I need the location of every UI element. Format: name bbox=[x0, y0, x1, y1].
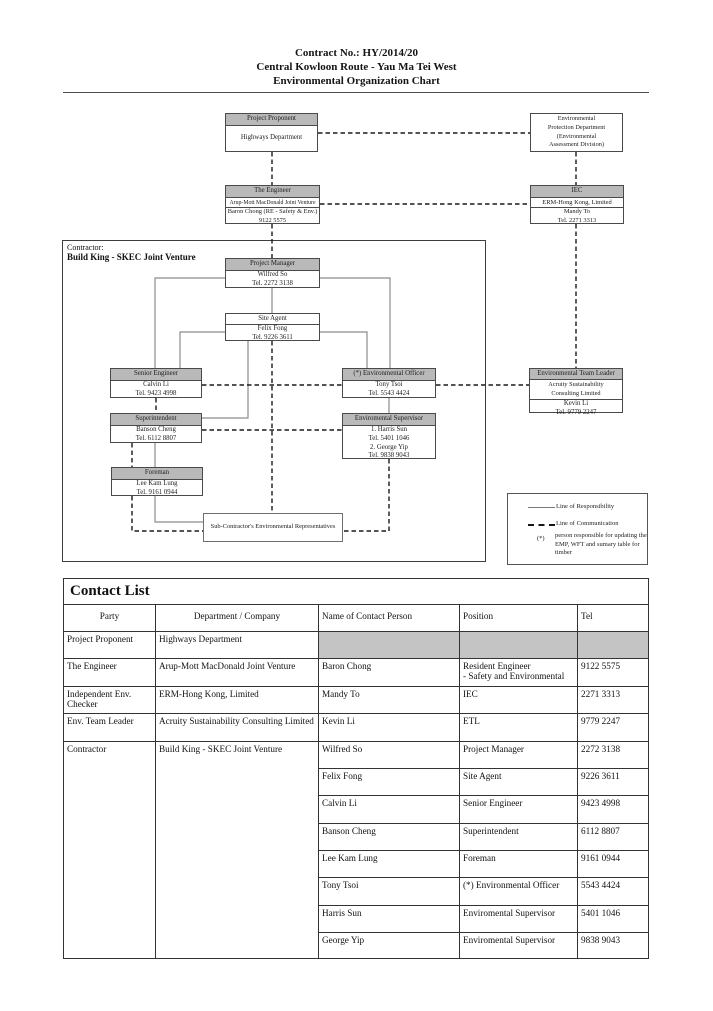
table-title-row bbox=[64, 579, 649, 605]
org-box-line: 1. Harris Sun bbox=[370, 426, 408, 433]
org-box-line: Felix Fong bbox=[257, 325, 288, 332]
org-box-header: Enviromental Supervisor bbox=[343, 414, 435, 426]
cell-contact-name: Calvin Li bbox=[319, 796, 460, 824]
org-box-line: Tel. 5543 4424 bbox=[368, 389, 410, 397]
cell-position: Superintendent bbox=[460, 824, 578, 851]
org-box-company: Arup-Mott MacDonald Joint Venture bbox=[226, 198, 319, 208]
table-row bbox=[64, 742, 649, 769]
cell-tel: 9161 0944 bbox=[578, 851, 649, 878]
cell-contact-name: Banson Cheng bbox=[319, 824, 460, 851]
org-box-header: Senior Engineer bbox=[111, 369, 201, 381]
contractor-label: Contractor: bbox=[67, 243, 104, 252]
org-box-line: Kevin Li bbox=[563, 400, 589, 408]
org-box-environmental-officer bbox=[342, 368, 436, 398]
org-box-line: Tel. 9161 0944 bbox=[136, 488, 178, 496]
contractor-name: Build King - SKEC Joint Venture bbox=[67, 252, 196, 262]
org-box-site-agent bbox=[225, 313, 320, 341]
org-box-line: 9122 5575 bbox=[258, 216, 287, 224]
dashed-line-sample bbox=[528, 524, 555, 526]
org-box-line: Protection Department bbox=[547, 123, 606, 131]
org-box-senior-engineer bbox=[110, 368, 202, 398]
cell-tel: 5543 4424 bbox=[578, 878, 649, 906]
org-box-line: Tel. 5401 1046 bbox=[368, 434, 410, 442]
org-box-line: Tony Tsoi bbox=[375, 381, 403, 388]
cell-party: The Engineer bbox=[64, 659, 156, 687]
cell-tel bbox=[578, 632, 649, 659]
org-box-environmental-supervisor bbox=[342, 413, 436, 459]
org-box-environmental-team-leader bbox=[529, 368, 623, 416]
org-box-header: Site Agent bbox=[226, 314, 319, 325]
column-header: Tel bbox=[578, 605, 649, 632]
cell-contact-name: Wilfred So bbox=[319, 742, 460, 769]
org-box-company-line: Acruity Sustainability bbox=[548, 381, 604, 388]
contact-list-title: Contact List bbox=[64, 579, 649, 605]
table-row bbox=[64, 687, 649, 714]
contact-list-table bbox=[63, 578, 649, 959]
org-box-header: Environmental Team Leader bbox=[530, 369, 622, 380]
column-header: Party bbox=[64, 605, 156, 632]
cell-tel: 2272 3138 bbox=[578, 742, 649, 769]
cell-tel: 9122 5575 bbox=[578, 659, 649, 687]
org-box-line: Calvin Li bbox=[143, 381, 169, 388]
cell-position bbox=[460, 632, 578, 659]
org-box-line: Wilfred So bbox=[257, 271, 288, 278]
title-line-project: Central Kowloon Route - Yau Ma Tei West bbox=[256, 61, 457, 73]
cell-position: Resident Engineer - Safety and Environmental bbox=[460, 659, 578, 687]
org-box-project-manager bbox=[225, 258, 320, 288]
legend-asterisk-note: person responsible for updating the EMP, WFT and sumary table for timber bbox=[555, 532, 647, 557]
cell-tel: 9838 9043 bbox=[578, 933, 649, 959]
cell-tel: 5401 1046 bbox=[578, 906, 649, 933]
title-divider-rule bbox=[63, 92, 649, 93]
org-box-line: Sub-Contractor's Environmental Representatives bbox=[210, 523, 336, 531]
org-box-foreman bbox=[111, 467, 203, 496]
org-box-line: Tel. 2271 3313 bbox=[557, 216, 597, 224]
cell-position: Project Manager bbox=[460, 742, 578, 769]
org-box-line: Tel. 9226 3611 bbox=[252, 333, 293, 341]
org-box-header: The Engineer bbox=[226, 186, 319, 198]
cell-position: Enviromental Supervisor bbox=[460, 906, 578, 933]
cell-department: Build King - SKEC Joint Venture bbox=[156, 742, 319, 959]
cell-party: Contractor bbox=[64, 742, 156, 959]
org-box-line: Tel. 6112 8807 bbox=[135, 434, 177, 442]
org-box-line: Environmental bbox=[557, 115, 596, 123]
org-box-line: Lee Kam Lung bbox=[136, 480, 178, 487]
cell-position: Foreman bbox=[460, 851, 578, 878]
org-box-line: Assessment Division) bbox=[548, 141, 605, 149]
cell-position: Site Agent bbox=[460, 769, 578, 796]
cell-contact-name: Mandy To bbox=[319, 687, 460, 714]
cell-position: (*) Environmental Officer bbox=[460, 878, 578, 906]
title-line-contract: Contract No.: HY/2014/20 bbox=[294, 47, 419, 59]
cell-contact-name: Lee Kam Lung bbox=[319, 851, 460, 878]
org-box-epd bbox=[530, 113, 623, 152]
org-box-line: Baron Chong (RE - Safety & Env.) bbox=[227, 208, 318, 215]
cell-department: ERM-Hong Kong, Limited bbox=[156, 687, 319, 714]
org-box-line: Tel. 2272 3138 bbox=[252, 279, 293, 287]
cell-department: Arup-Mott MacDonald Joint Venture bbox=[156, 659, 319, 687]
org-box-company: ERM-Hong Kong, Limited bbox=[531, 198, 623, 208]
org-box-header: (*) Environmental Officer bbox=[343, 369, 435, 381]
cell-tel: 9779 2247 bbox=[578, 714, 649, 742]
cell-contact-name: Baron Chong bbox=[319, 659, 460, 687]
cell-contact-name bbox=[319, 632, 460, 659]
table-row bbox=[64, 659, 649, 687]
legend-asterisk: (*) bbox=[537, 535, 545, 542]
legend-box bbox=[507, 493, 648, 565]
org-box-header: Project Manager bbox=[226, 259, 319, 271]
cell-contact-name: George Yip bbox=[319, 933, 460, 959]
cell-tel: 2271 3313 bbox=[578, 687, 649, 714]
org-box-company-line: Consulting Limited bbox=[551, 389, 601, 397]
table-row bbox=[64, 714, 649, 742]
org-box-line: Banson Cheng bbox=[136, 426, 176, 433]
table-header-row bbox=[64, 605, 649, 632]
org-box-subcontractor-representatives bbox=[203, 513, 343, 542]
org-box-line: Highways Department bbox=[240, 134, 303, 142]
cell-tel: 9423 4998 bbox=[578, 796, 649, 824]
column-header: Position bbox=[460, 605, 578, 632]
cell-party: Independent Env. Checker bbox=[64, 687, 156, 714]
org-box-line: Tel. 9779 2247 bbox=[555, 408, 597, 416]
cell-tel: 6112 8807 bbox=[578, 824, 649, 851]
org-box-line: 2. George Yip bbox=[370, 443, 408, 451]
cell-contact-name: Tony Tsoi bbox=[319, 878, 460, 906]
org-box-line: Mandy To bbox=[563, 208, 591, 215]
org-box-the-engineer bbox=[225, 185, 320, 224]
cell-contact-name: Kevin Li bbox=[319, 714, 460, 742]
document-title bbox=[0, 46, 713, 88]
org-box-header: Foreman bbox=[112, 468, 202, 480]
cell-party: Env. Team Leader bbox=[64, 714, 156, 742]
column-header: Department / Company bbox=[156, 605, 319, 632]
cell-contact-name: Harris Sun bbox=[319, 906, 460, 933]
title-line-chart: Environmental Organization Chart bbox=[273, 75, 440, 87]
cell-department: Acruity Sustainability Consulting Limited bbox=[156, 714, 319, 742]
org-box-line: (Environmental bbox=[556, 132, 597, 140]
org-box-line: Tel. 9838 9043 bbox=[368, 452, 410, 460]
cell-position: IEC bbox=[460, 687, 578, 714]
cell-party: Project Proponent bbox=[64, 632, 156, 659]
cell-contact-name: Felix Fong bbox=[319, 769, 460, 796]
org-box-superintendent bbox=[110, 413, 202, 443]
org-box-header: Project Proponent bbox=[226, 114, 317, 126]
org-box-iec bbox=[530, 185, 624, 224]
cell-position: Senior Engineer bbox=[460, 796, 578, 824]
org-box-header: IEC bbox=[531, 186, 623, 198]
org-box-project-proponent bbox=[225, 113, 318, 152]
org-box-header: Superintendent bbox=[111, 414, 201, 426]
legend-responsibility-label: Line of Responsibility bbox=[556, 503, 615, 510]
column-header: Name of Contact Person bbox=[319, 605, 460, 632]
solid-line-sample bbox=[528, 507, 555, 508]
cell-department: Highways Department bbox=[156, 632, 319, 659]
cell-tel: 9226 3611 bbox=[578, 769, 649, 796]
org-box-line: Tel. 9423 4998 bbox=[135, 389, 177, 397]
table-row bbox=[64, 632, 649, 659]
legend-communication-label: Line of Communication bbox=[556, 520, 619, 527]
cell-position: Enviromental Supervisor bbox=[460, 933, 578, 959]
cell-position: ETL bbox=[460, 714, 578, 742]
